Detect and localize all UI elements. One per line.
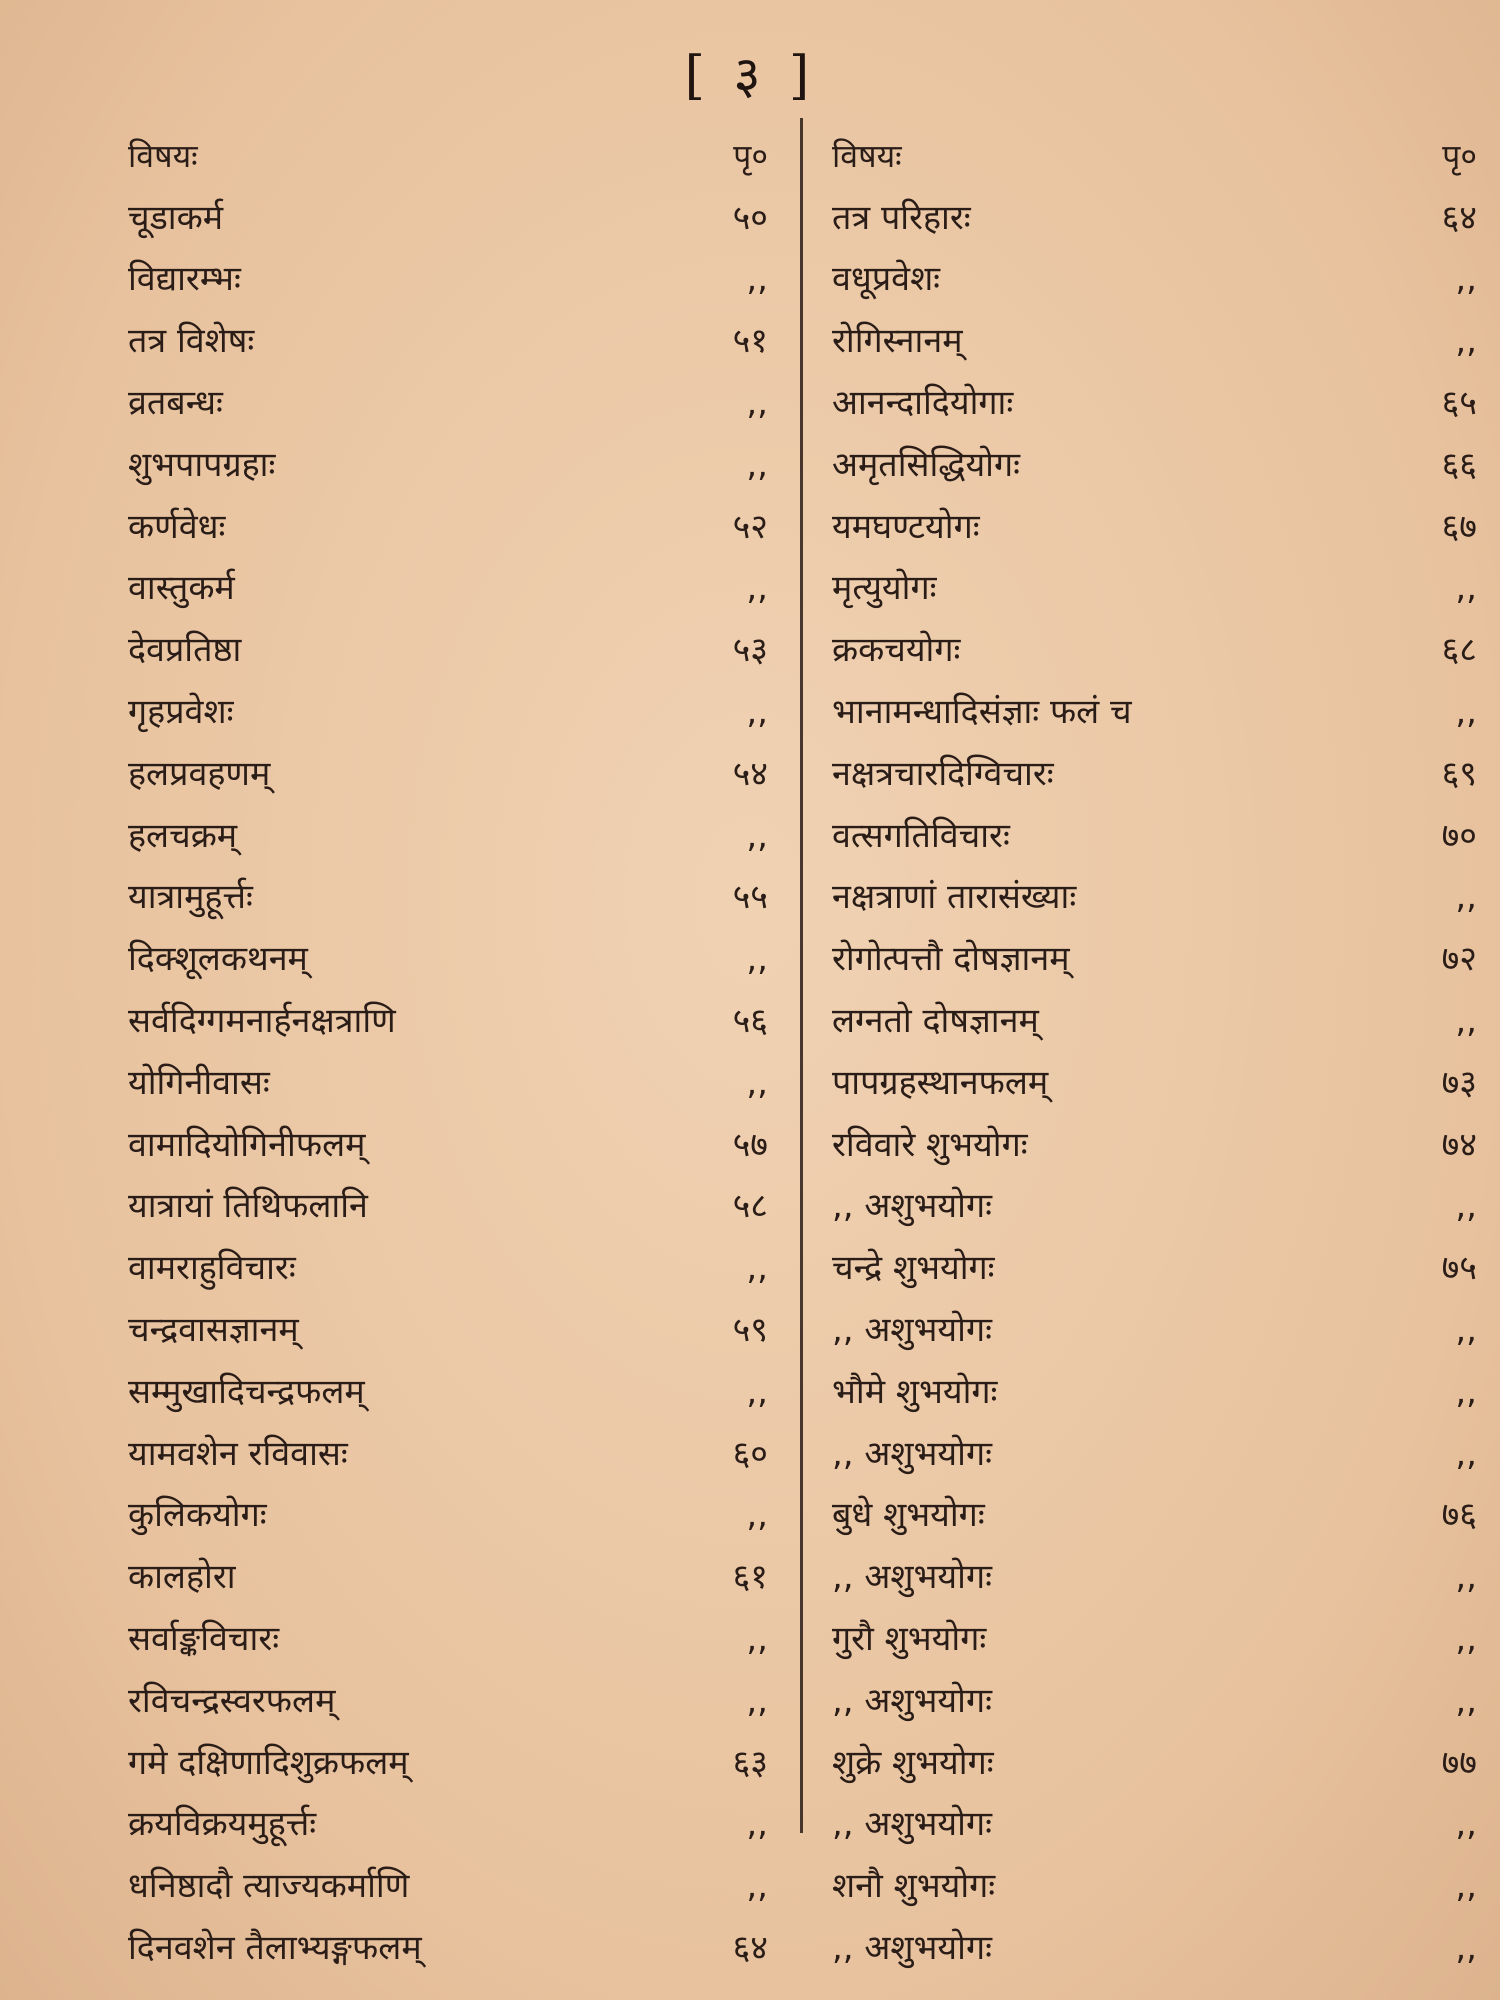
- entry-topic: भानामन्धादिसंज्ञाः फलं च: [832, 692, 1132, 733]
- entry-topic: बुधे शुभयोगः: [832, 1495, 985, 1536]
- entry-topic: धनिष्ठादौ त्याज्यकर्माणि: [128, 1866, 410, 1907]
- contents-entry: [128, 1917, 768, 1979]
- contents-entry: [832, 1608, 1477, 1670]
- entry-topic: वामादियोगिनीफलम्: [128, 1124, 366, 1165]
- contents-entry: [128, 1485, 768, 1547]
- contents-entry: [832, 1176, 1477, 1238]
- entry-topic: विद्यारम्भः: [128, 259, 241, 300]
- entry-topic: नक्षत्रचारदिग्विचारः: [832, 753, 1054, 794]
- contents-entry: [128, 1176, 768, 1238]
- entry-page: ,,: [746, 444, 768, 485]
- entry-page: ,,: [1455, 1619, 1477, 1660]
- entry-topic: क्रयविक्रयमुहूर्त्तः: [128, 1804, 317, 1845]
- entry-topic: दिनवशेन तैलाभ्यङ्गफलम्: [128, 1928, 422, 1968]
- contents-entry: [832, 1670, 1477, 1732]
- entry-topic: यात्रामुहूर्त्तः: [128, 877, 253, 918]
- contents-entry: [832, 372, 1477, 434]
- column-divider: [800, 118, 803, 1833]
- entry-topic: दिक्शूलकथनम्: [128, 939, 308, 980]
- right-contents-list: [832, 187, 1477, 1979]
- contents-entry: [128, 743, 768, 805]
- entry-topic: ,, अशुभयोगः: [832, 1804, 992, 1845]
- entry-topic: गुरौ शुभयोगः: [832, 1619, 987, 1660]
- entry-topic: ,, अशुभयोगः: [832, 1557, 992, 1598]
- contents-entry: [128, 990, 768, 1052]
- contents-entry: [832, 1546, 1477, 1608]
- contents-entry: [832, 1237, 1477, 1299]
- entry-page: ७७: [1441, 1742, 1477, 1783]
- contents-entry: [128, 1423, 768, 1485]
- left-column: [128, 125, 768, 1979]
- left-contents-list: [128, 187, 768, 1979]
- entry-page: ७२: [1441, 939, 1477, 980]
- entry-topic: व्रतबन्धः: [128, 383, 223, 424]
- entry-page: ,,: [746, 1062, 768, 1103]
- entry-topic: चूडाकर्म: [128, 197, 224, 238]
- entry-topic: शुक्रे शुभयोगः: [832, 1742, 994, 1783]
- entry-topic: नक्षत्राणां तारासंख्याः: [832, 877, 1077, 918]
- entry-page: ,,: [1455, 1310, 1477, 1351]
- entry-topic: यामवशेन रविवासः: [128, 1433, 348, 1474]
- entry-topic: हलचक्रम्: [128, 815, 238, 856]
- entry-topic: वास्तुकर्म: [128, 568, 235, 609]
- contents-entry: [832, 1423, 1477, 1485]
- right-column: [832, 125, 1477, 1979]
- entry-page: ,,: [1455, 1001, 1477, 1042]
- entry-page: ,,: [1455, 1186, 1477, 1227]
- contents-entry: [832, 249, 1477, 311]
- entry-page: ५२: [732, 506, 768, 547]
- entry-topic: लग्नतो दोषज्ञानम्: [832, 1001, 1039, 1042]
- entry-page: ,,: [1455, 1866, 1477, 1907]
- entry-topic: भौमे शुभयोगः: [832, 1371, 998, 1412]
- contents-entry: [128, 496, 768, 558]
- contents-entry: [832, 187, 1477, 249]
- entry-topic: रविवारे शुभयोगः: [832, 1124, 1028, 1165]
- entry-topic: ,, अशुभयोगः: [832, 1310, 992, 1351]
- entry-page: ५७: [732, 1124, 768, 1165]
- entry-page: ,,: [746, 815, 768, 856]
- contents-entry: [128, 1546, 768, 1608]
- entry-page: ,,: [1455, 1804, 1477, 1845]
- entry-topic: कुलिकयोगः: [128, 1495, 267, 1536]
- entry-topic: क्रकचयोगः: [832, 630, 961, 671]
- entry-page: ,,: [746, 568, 768, 609]
- entry-topic: रोगोत्पत्तौ दोषज्ञानम्: [832, 939, 1070, 980]
- entry-page: ,,: [746, 1495, 768, 1536]
- entry-page: ५६: [732, 1001, 768, 1042]
- contents-entry: [832, 1361, 1477, 1423]
- contents-entry: [128, 1855, 768, 1917]
- contents-entry: [128, 1670, 768, 1732]
- entry-page: ५१: [732, 321, 768, 362]
- entry-page: ६९: [1441, 753, 1477, 794]
- entry-topic: पापग्रहस्थानफलम्: [832, 1062, 1049, 1103]
- entry-topic: ,, अशुभयोगः: [832, 1928, 992, 1968]
- entry-topic: शनौ शुभयोगः: [832, 1866, 996, 1907]
- entry-page: ,,: [746, 939, 768, 980]
- entry-topic: गमे दक्षिणादिशुक्रफलम्: [128, 1742, 409, 1783]
- contents-entry: [128, 867, 768, 929]
- contents-entry: [832, 619, 1477, 681]
- contents-entry: [128, 1608, 768, 1670]
- entry-page: ,,: [1455, 321, 1477, 362]
- contents-entry: [832, 867, 1477, 929]
- entry-page: ७४: [1441, 1124, 1477, 1165]
- contents-entry: [128, 249, 768, 311]
- entry-topic: तत्र विशेषः: [128, 321, 255, 362]
- entry-topic: मृत्युयोगः: [832, 568, 937, 609]
- page-heading: पृ०: [1442, 136, 1477, 175]
- entry-page: ,,: [746, 1804, 768, 1845]
- contents-entry: [832, 1794, 1477, 1856]
- entry-page: ६०: [732, 1433, 768, 1474]
- contents-entry: [128, 619, 768, 681]
- contents-entry: [832, 496, 1477, 558]
- entry-page: ,,: [1455, 259, 1477, 300]
- entry-topic: गृहप्रवेशः: [128, 692, 234, 733]
- entry-page: ,,: [1455, 568, 1477, 609]
- entry-page: ,,: [746, 1248, 768, 1289]
- contents-entry: [832, 681, 1477, 743]
- contents-entry: [128, 1299, 768, 1361]
- contents-entry: [128, 372, 768, 434]
- entry-topic: तत्र परिहारः: [832, 197, 971, 238]
- contents-entry: [128, 1052, 768, 1114]
- contents-entry: [128, 805, 768, 867]
- entry-topic: योगिनीवासः: [128, 1062, 270, 1103]
- entry-page: ,,: [746, 1619, 768, 1660]
- contents-entry: [832, 990, 1477, 1052]
- page-number: [ ३ ]: [684, 46, 816, 106]
- contents-entry: [128, 1361, 768, 1423]
- right-column-header: [832, 125, 1477, 187]
- entry-page: ६१: [732, 1557, 768, 1598]
- entry-page: ६५: [1441, 383, 1477, 424]
- entry-topic: वधूप्रवेशः: [832, 259, 941, 300]
- entry-topic: अमृतसिद्धियोगः: [832, 444, 1020, 485]
- contents-entry: [128, 187, 768, 249]
- entry-page: ५८: [732, 1186, 768, 1227]
- entry-page: ,,: [1455, 1371, 1477, 1412]
- entry-topic: रविचन्द्रस्वरफलम्: [128, 1680, 336, 1721]
- entry-topic: ,, अशुभयोगः: [832, 1433, 992, 1474]
- entry-topic: वामराहुविचारः: [128, 1248, 296, 1289]
- topic-heading: विषयः: [128, 136, 198, 175]
- entry-topic: रोगिस्नानम्: [832, 321, 963, 362]
- entry-page: ७०: [1441, 815, 1477, 856]
- entry-topic: कालहोरा: [128, 1557, 236, 1598]
- left-column-header: [128, 125, 768, 187]
- entry-page: ,,: [746, 1680, 768, 1721]
- entry-page: ,,: [1455, 692, 1477, 733]
- entry-topic: सम्मुखादिचन्द्रफलम्: [128, 1371, 365, 1412]
- contents-entry: [128, 434, 768, 496]
- entry-topic: कर्णवेधः: [128, 506, 226, 547]
- contents-entry: [128, 558, 768, 620]
- entry-page: ,,: [1455, 1928, 1477, 1968]
- entry-topic: सर्वाङ्कविचारः: [128, 1619, 280, 1660]
- entry-page: ,,: [1455, 1433, 1477, 1474]
- contents-entry: [832, 310, 1477, 372]
- contents-entry: [832, 1732, 1477, 1794]
- entry-page: ७३: [1441, 1062, 1477, 1103]
- entry-page: ,,: [746, 692, 768, 733]
- contents-entry: [832, 1114, 1477, 1176]
- entry-page: ५०: [732, 197, 768, 238]
- page-heading: पृ०: [733, 136, 768, 175]
- entry-page: ,,: [1455, 1680, 1477, 1721]
- contents-entry: [832, 805, 1477, 867]
- contents-entry: [128, 681, 768, 743]
- entry-page: ७६: [1441, 1495, 1477, 1536]
- entry-topic: यमघण्टयोगः: [832, 506, 980, 547]
- entry-page: ६४: [732, 1928, 768, 1968]
- entry-topic: वत्सगतिविचारः: [832, 815, 1010, 856]
- entry-topic: ,, अशुभयोगः: [832, 1186, 992, 1227]
- contents-entry: [832, 434, 1477, 496]
- entry-topic: चन्द्रवासज्ञानम्: [128, 1310, 299, 1351]
- contents-entry: [128, 310, 768, 372]
- entry-topic: हलप्रवहणम्: [128, 753, 271, 794]
- contents-entry: [832, 1485, 1477, 1547]
- entry-page: ६८: [1441, 630, 1477, 671]
- contents-entry: [832, 1299, 1477, 1361]
- contents-entry: [128, 1794, 768, 1856]
- entry-page: ,,: [746, 1866, 768, 1907]
- contents-entry: [832, 1917, 1477, 1979]
- contents-entry: [128, 1732, 768, 1794]
- contents-entry: [128, 1237, 768, 1299]
- entry-page: ६६: [1441, 444, 1477, 485]
- entry-page: ६३: [732, 1742, 768, 1783]
- entry-page: ,,: [746, 1371, 768, 1412]
- entry-page: ,,: [746, 383, 768, 424]
- contents-entry: [832, 928, 1477, 990]
- entry-page: ५३: [732, 630, 768, 671]
- entry-page: ५४: [732, 753, 768, 794]
- entry-topic: आनन्दादियोगाः: [832, 383, 1014, 424]
- entry-page: ६४: [1441, 197, 1477, 238]
- entry-topic: देवप्रतिष्ठा: [128, 630, 242, 671]
- entry-topic: सर्वदिग्गमनार्हनक्षत्राणि: [128, 1001, 396, 1042]
- entry-page: ५५: [732, 877, 768, 918]
- entry-page: ,,: [1455, 877, 1477, 918]
- contents-entry: [128, 1114, 768, 1176]
- contents-entry: [832, 1052, 1477, 1114]
- entry-page: ५९: [732, 1310, 768, 1351]
- contents-entry: [832, 743, 1477, 805]
- entry-page: ,,: [746, 259, 768, 300]
- entry-topic: चन्द्रे शुभयोगः: [832, 1248, 995, 1289]
- entry-topic: यात्रायां तिथिफलानि: [128, 1186, 368, 1227]
- contents-entry: [128, 928, 768, 990]
- entry-page: ,,: [1455, 1557, 1477, 1598]
- entry-topic: ,, अशुभयोगः: [832, 1680, 992, 1721]
- contents-entry: [832, 1855, 1477, 1917]
- entry-page: ६७: [1441, 506, 1477, 547]
- entry-page: ७५: [1441, 1248, 1477, 1289]
- topic-heading: विषयः: [832, 136, 902, 175]
- entry-topic: शुभपापग्रहाः: [128, 444, 276, 485]
- contents-entry: [832, 558, 1477, 620]
